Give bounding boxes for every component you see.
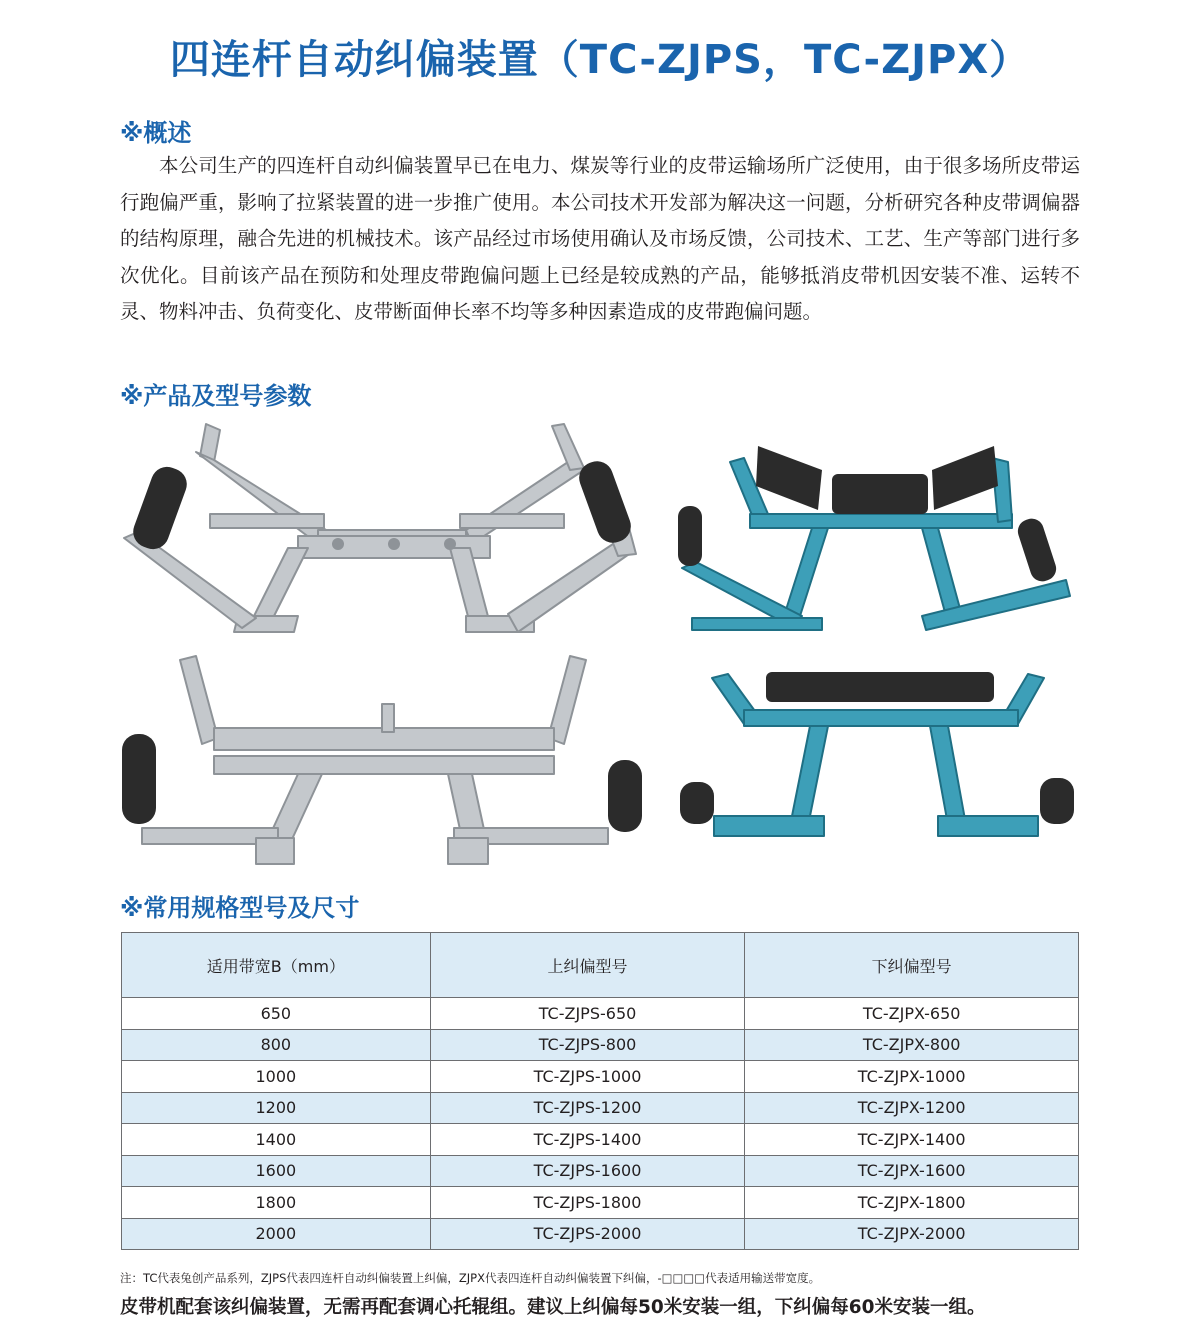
cell-upper-model: TC-ZJPS-1000 [430, 1061, 745, 1093]
table-row [122, 1092, 1079, 1124]
cell-belt-width: 1800 [122, 1187, 431, 1219]
overview-heading: ※概述 [120, 119, 192, 147]
table-row [122, 998, 1079, 1030]
photo-grey-upper-tracking-idler [118, 418, 658, 658]
cell-upper-model: TC-ZJPS-1600 [430, 1155, 745, 1187]
installation-recommendation: 皮带机配套该纠偏装置，无需再配套调心托辊组。建议上纠偏每50米安装一组，下纠偏每60米安装一组。 [120, 1297, 986, 1318]
cell-lower-model: TC-ZJPX-650 [745, 998, 1079, 1030]
cell-lower-model: TC-ZJPX-800 [745, 1029, 1079, 1061]
cell-lower-model: TC-ZJPX-1200 [745, 1092, 1079, 1124]
header-lower-model: 下纠偏型号 [745, 933, 1079, 998]
header-upper-model: 上纠偏型号 [430, 933, 745, 998]
cell-belt-width: 1600 [122, 1155, 431, 1187]
table-row [122, 1124, 1079, 1156]
cell-upper-model: TC-ZJPS-1400 [430, 1124, 745, 1156]
cell-upper-model: TC-ZJPS-650 [430, 998, 745, 1030]
spec-table [121, 932, 1079, 1250]
cell-upper-model: TC-ZJPS-800 [430, 1029, 745, 1061]
table-header-row [122, 933, 1079, 998]
cell-belt-width: 1000 [122, 1061, 431, 1093]
photo-teal-upper-tracking-idler [672, 430, 1084, 634]
cell-belt-width: 2000 [122, 1218, 431, 1250]
table-row [122, 1187, 1079, 1219]
specs-heading: ※常用规格型号及尺寸 [120, 894, 360, 922]
cell-lower-model: TC-ZJPX-1400 [745, 1124, 1079, 1156]
table-row [122, 1155, 1079, 1187]
header-belt-width: 适用带宽B（mm） [122, 933, 431, 998]
table-row [122, 1218, 1079, 1250]
table-row [122, 1061, 1079, 1093]
cell-lower-model: TC-ZJPX-2000 [745, 1218, 1079, 1250]
cell-belt-width: 1200 [122, 1092, 431, 1124]
model-note: 注：TC代表兔创产品系列，ZJPS代表四连杆自动纠偏装置上纠偏，ZJPX代表四连杆自动纠偏装置下纠偏，-□□□□代表适用输送带宽度。 [120, 1271, 821, 1285]
cell-lower-model: TC-ZJPX-1800 [745, 1187, 1079, 1219]
cell-upper-model: TC-ZJPS-1200 [430, 1092, 745, 1124]
cell-belt-width: 800 [122, 1029, 431, 1061]
overview-text: 本公司生产的四连杆自动纠偏装置早已在电力、煤炭等行业的皮带运输场所广泛使用，由于很多场所皮带运行跑偏严重，影响了拉紧装置的进一步推广使用。本公司技术开发部为解决这一问题，分析研究各种皮带调偏器的结构原理，融合先进的机械技术。该产品经过市场使用确认及市场反馈，公司技术、工艺、生产等部门进行多次优化。目前该产品在预防和处理皮带跑偏问题上已经是较成熟的产品，能够抵消皮带机因安装不准、运转不灵、物料冲击、负荷变化、皮带断面伸长率不均等多种因素造成的皮带跑偏问题。 [120, 154, 1080, 323]
cell-belt-width: 1400 [122, 1124, 431, 1156]
photo-teal-lower-tracking-idler [674, 666, 1084, 856]
products-heading: ※产品及型号参数 [120, 382, 312, 410]
cell-upper-model: TC-ZJPS-2000 [430, 1218, 745, 1250]
cell-lower-model: TC-ZJPX-1000 [745, 1061, 1079, 1093]
table-row [122, 1029, 1079, 1061]
page-title: 四连杆自动纠偏装置（TC-ZJPS，TC-ZJPX） [169, 37, 1031, 83]
cell-belt-width: 650 [122, 998, 431, 1030]
photo-grey-lower-tracking-idler [118, 652, 658, 874]
cell-upper-model: TC-ZJPS-1800 [430, 1187, 745, 1219]
cell-lower-model: TC-ZJPX-1600 [745, 1155, 1079, 1187]
